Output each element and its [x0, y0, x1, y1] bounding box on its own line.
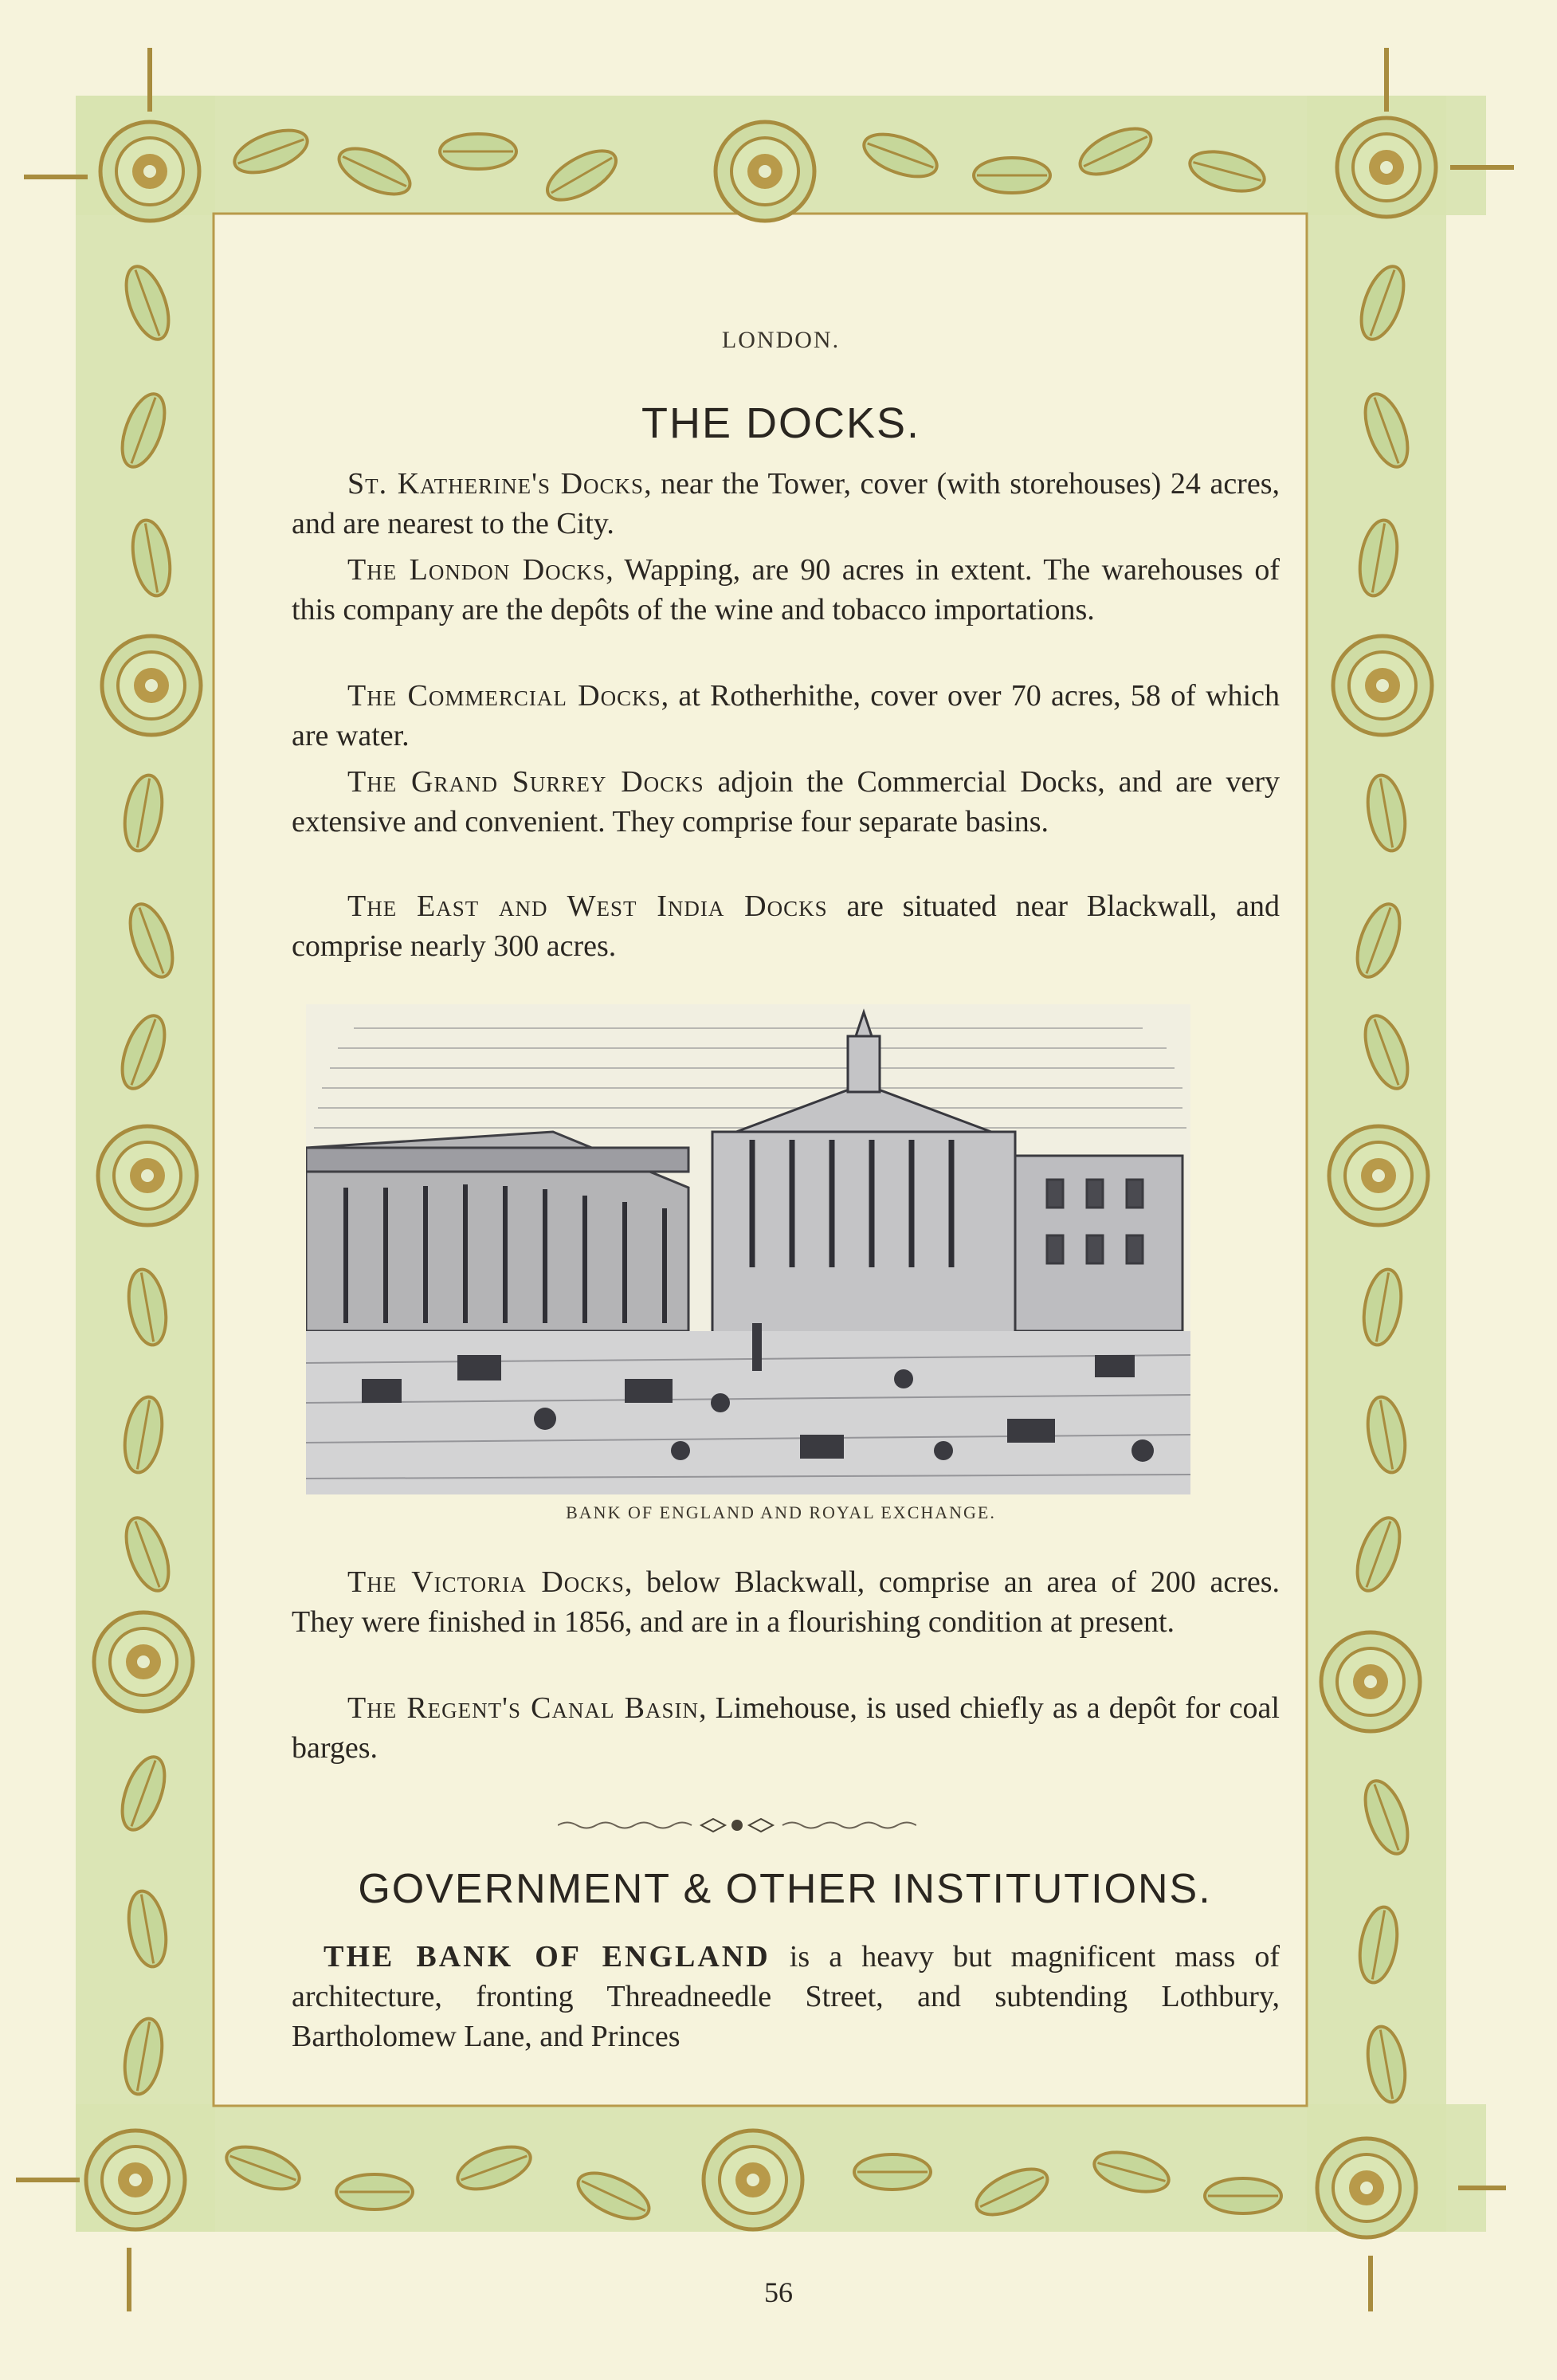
paragraph-lead: The Grand Surrey Docks: [347, 765, 704, 799]
paragraph-body: , Limehouse, is used chiefly as a depôt for coal barges.: [292, 1691, 1280, 1765]
paragraph-commercial-docks: [292, 676, 1280, 756]
engraving-bank-of-england: [306, 1004, 1190, 1494]
paragraph-east-west-india-docks: [292, 886, 1280, 966]
running-head: LONDON.: [721, 327, 841, 353]
section-heading-government: GOVERNMENT & OTHER INSTITUTIONS.: [358, 1866, 1212, 1912]
page-content: [263, 239, 1299, 2096]
paragraph-lead: THE BANK OF ENGLAND: [324, 1940, 771, 1974]
paragraph-lead: The East and West India Docks: [347, 890, 828, 923]
paragraph-body: , near the Tower, cover (with storehouses) 24 acres, and are nearest to the City.: [292, 467, 1280, 540]
paragraph-body: is a heavy but magnificent mass of architecture, fronting Threadneedle Street, and subtending Lothbury, Bartholomew Lane, and Princes: [292, 1940, 1280, 2053]
paragraph-lead: The London Docks: [347, 553, 606, 587]
paragraph-lead: St. Katherine's Docks: [347, 467, 645, 501]
page-number: 56: [764, 2276, 793, 2308]
illustration-caption: BANK OF ENGLAND AND ROYAL EXCHANGE.: [566, 1502, 996, 1522]
paragraph-victoria-docks: [292, 1562, 1280, 1642]
paragraph-regents-canal-basin: [292, 1688, 1280, 1768]
paragraph-body: adjoin the Commercial Docks, and are very extensive and convenient. They comprise four separate basins.: [292, 765, 1280, 838]
paragraph-lead: The Commercial Docks: [347, 679, 661, 713]
paragraph-lead: The Victoria Docks: [347, 1565, 625, 1599]
paragraph-body: , Wapping, are 90 acres in extent. The warehouses of this company are the depôts of the wine and tobacco importations.: [292, 553, 1281, 626]
paragraph-grand-surrey-docks: [292, 762, 1280, 842]
paragraph-st-katherines: [292, 464, 1280, 544]
paragraph-lead: The Regent's Canal Basin: [347, 1691, 699, 1725]
section-heading-docks: THE DOCKS.: [641, 399, 921, 447]
paragraph-bank-of-england: [292, 1937, 1280, 2056]
paragraph-london-docks: [292, 550, 1280, 630]
paragraph-body: , below Blackwall, comprise an area of 200 acres. They were finished in 1856, and are in a flourishing condition at present.: [292, 1565, 1280, 1639]
paragraph-body: are situated near Blackwall, and comprise nearly 300 acres.: [292, 890, 1280, 963]
ornamental-divider: [558, 1813, 916, 1837]
paragraph-body: , at Rotherhithe, cover over 70 acres, 58 of which are water.: [292, 679, 1280, 752]
